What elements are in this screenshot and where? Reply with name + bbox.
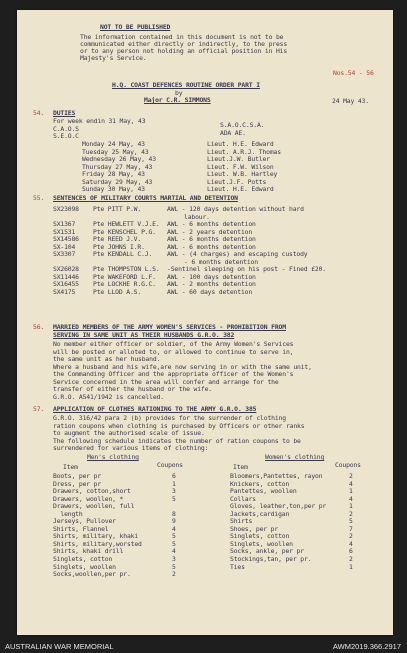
footer-accession-number: AWM2019.366.2917 [332,642,401,651]
clothing-item: Jackets,cardigan [230,509,290,518]
duty-label-caos: C.A.O.S [53,125,79,133]
mens-clothing-items [53,473,142,579]
section-57-number: 57. [33,405,45,413]
duty-officer: Lieut. H.E. Edward [207,140,274,148]
clothing-item: Shirts, military,worsted [53,539,142,548]
clothing-item: Stockings,tan, per pr. [230,555,312,564]
body-line: No member either officer or soldier, of the Army Women's Services [53,340,294,348]
clothing-item: Drawers, woollen, full [53,502,135,511]
clothing-item: Singlets, cotton [230,532,290,541]
document-page [17,10,393,635]
coupon-count: 9 [172,517,176,526]
order-date: 24 May 43. [332,97,369,105]
womens-item-header: Item [233,463,248,471]
womens-clothing-coupons [349,473,353,571]
by-line: by [175,89,183,97]
body-line: G.R.O. 316/42 para 2 (b) provides for the surrender of clothing [53,414,286,422]
body-line: G.R.O. A541/1942 is cancelled. [53,392,164,401]
soldier-number: SX11446 [53,272,79,281]
coupon-count: 5 [172,562,176,571]
clothing-item: Bloomers,Pantettes, rayon [230,472,323,480]
soldier-name: Pte HEWLETT V.J.E. [93,220,160,229]
duty-day: Saturday 29 May, 43 [82,177,153,186]
soldier-name: Pte LLOD A.S. [93,288,142,297]
duty-day: Wednesday 26 May, 43 [82,155,156,164]
soldier-name: Pte WAKEFORD L.F. [93,272,156,281]
archive-footer [0,640,407,653]
duty-day: Friday 28 May, 43 [82,170,145,179]
coupon-count: 4 [349,479,353,488]
duty-day: Thursday 27 May, 43 [82,162,153,171]
clothing-item: Shoes, per pr [230,524,279,533]
coupon-count: 1 [172,479,176,488]
clothing-item: Singlets, woollen [53,562,116,571]
clothing-item: Shirts, Flannel [53,524,109,533]
clothing-item: Collars [230,494,256,503]
clothing-item: Socks,woollen,per pr. [53,570,131,579]
soldier-number: SX4175 [53,288,76,297]
soldier-name: Pte JOHNS I.R. [93,242,145,251]
section-55-number: 55. [33,194,45,202]
order-title: H.Q. COAST DEFENCES ROUTINE ORDER PART I [112,81,260,89]
coupon-count: 5 [172,539,176,548]
soldier-number: SX14586 [53,235,79,244]
sentence-text: labour. [184,212,210,221]
coupon-count: 5 [349,517,353,526]
duty-day: Sunday 30 May, 43 [82,185,145,194]
coupon-count: 6 [349,547,353,556]
womens-coupons-header: Coupons [335,461,361,469]
clothing-item: Pantettes, woollen [230,487,297,496]
section-56-number: 56. [33,323,45,331]
section-56-heading-1: MARRIED MEMBERS OF THE ARMY WOMEN'S SERVICES - PROHIBITION FROM [53,323,286,331]
body-line: the Commanding Officer and the appropriate officer of the Women's [53,370,294,379]
body-line: the same unit as her husband. [53,355,161,364]
clothing-item: Jerseys, Pullover [53,517,116,526]
coupon-count: 3 [172,555,176,564]
duty-officer: Lieut.J.F. Potts [207,177,267,186]
body-line: to augment the authorised scale of issue. [53,429,205,438]
duty-days [82,141,156,194]
order-number: Nos.54 - 56 [333,69,374,77]
author: Major C.R. SIMMONS [144,96,211,104]
coupon-count: 3 [172,487,176,496]
footer-institution: AUSTRALIAN WAR MEMORIAL [5,642,114,651]
sentence-names [93,206,160,297]
mens-clothing-title: Men's clothing [87,453,139,461]
body-line: Service concerned in the area will confer and arrange for the [53,377,279,386]
soldier-number: SX23098 [53,205,79,213]
sentence-text: AWL - 6 months detention [167,220,256,229]
sentence-text: AWL - 2 months detention [167,280,256,289]
duty-officer: Lieut. W.B. Hartley [207,170,278,179]
soldier-name: Pte PITT P.W. [93,205,142,213]
clothing-item: Singlets, cotton [53,555,113,564]
body-line: surrendered for various items of clothing: [53,444,209,453]
coupon-count: 7 [349,524,353,533]
section-56-heading-2: SERVING IN SAME UNIT AS THEIR HUSBANDS G.R.O. 382 [53,331,235,339]
coupon-count: 4 [172,524,176,533]
soldier-number: SX-104 [53,242,76,251]
section-57-heading: APPLICATION OF CLOTHES RATIONING TO THE ARMY G.R.O. 385 [53,405,257,413]
duty-officer: Lieut. F.W. Wilson [207,162,274,171]
soldier-number: SX26028 [53,265,79,274]
soldier-name: Pte KENDALL C.J. [93,250,153,259]
notice-line-2: communicated either directly or indirectly, to the press [80,40,288,48]
notice-line-4: Majesty's Service. [80,54,147,62]
clothing-item: Ties [230,562,245,571]
soldier-name: Pte KENSCHEL P.G. [93,227,156,236]
clothing-item: Knickers, cotton [230,479,290,488]
duty-right-header-1: S.A.O.C.S.A. [220,121,265,129]
soldier-number: SX1367 [53,220,76,229]
coupon-count: 6 [172,472,176,480]
sentence-numbers [53,206,79,297]
clothing-item: Singlets, woollen [230,539,293,548]
body-line: will be posted or alloted to, or allowed to continue to serve in, [53,347,294,356]
womens-clothing-title: Women's clothing [265,453,325,461]
sentence-details [167,206,326,297]
soldier-number: SX3307 [53,250,76,259]
clothing-item: Socks, ankle, per pr [230,547,304,556]
soldier-name: Pte REED J.V. [93,235,142,244]
section-56-body [53,341,312,401]
clothing-item: Drawers, cotton,short [53,487,131,496]
womens-clothing-items [230,473,326,571]
mens-item-header: Item [63,463,78,471]
duty-officer: Lieut. H.E. Edward [207,185,274,194]
coupon-count: 2 [349,532,353,541]
coupon-count: 2 [172,570,176,579]
duty-officers [207,141,281,194]
section-54-heading: DUTIES [53,109,76,117]
clothing-item: length [53,509,83,518]
section-54-number: 54. [33,109,45,117]
coupon-count: 1 [349,562,353,571]
coupon-count: 2 [349,555,353,564]
coupon-count: 4 [172,547,176,556]
notice-line-1: The information contained in this document is not to be [80,33,284,41]
duty-right-header-2: ADA AE. [220,129,246,137]
sentence-text: -Sentinel sleeping on his post - Fined £20. [167,265,326,274]
sentence-text: AWL - 120 days detention without hard [167,205,304,213]
body-line: The following schedule indicates the number of ration coupons to be [53,436,301,445]
soldier-name: Pte THOMPSTON L.S. [93,265,160,274]
sentence-text: AWL - (4 charges) and escaping custody [167,250,308,259]
clothing-item: Shirts [230,517,253,526]
section-55-heading: SENTENCES OF MILITARY COURTS MARTIAL AND DETENTION [53,194,238,202]
coupon-count: 1 [349,487,353,496]
duty-officer: Lieut. A.R.J. Thomas [207,147,281,156]
clothing-item: Boots, per pr [53,472,102,480]
coupon-count: 4 [349,539,353,548]
sentence-text: - 6 months detention [184,257,258,266]
sentence-text: AWL - 100 days detention [167,272,256,281]
coupon-count: 5 [172,532,176,541]
body-line: ration coupons when clothing is purchased by Officers or other ranks [53,421,305,430]
duty-day: Tuesday 25 May, 43 [82,147,149,156]
coupon-count: 2 [349,472,353,480]
sentence-text: AWL - 6 months detention [167,235,256,244]
body-line: transfer of either the husband or the wife. [53,385,212,394]
mens-coupons-header: Coupons [157,461,183,469]
soldier-name: Pte LOCKHE R.G.C. [93,280,156,289]
mens-clothing-coupons [172,473,176,579]
duty-day: Monday 24 May, 43 [82,140,145,148]
coupon-count: 5 [172,494,176,503]
clothing-item: Dress, per pr [53,479,102,488]
clothing-item: Drawers, woollen, * [53,494,124,503]
coupon-count: 1 [349,502,353,511]
sentence-text: AWL - 60 days detention [167,288,253,297]
classification-heading: NOT TO BE PUBLISHED [100,23,171,31]
coupon-count: 8 [172,509,176,518]
clothing-item: Shirts, military, khaki [53,532,139,541]
duty-officer: Lieut.J.W. Butler [207,155,270,164]
clothing-item: Shirts, khaki drill [53,547,124,556]
sentence-text: AWL - 2 years detention [167,227,253,236]
section-57-body [53,415,304,453]
coupon-count: 2 [349,509,353,518]
duty-label-seoc: S.E.O.C [53,132,79,140]
soldier-number: SX16455 [53,280,79,289]
coupon-count: 4 [349,494,353,503]
notice-line-3: or to any person not holding an official position in His [80,47,288,55]
clothing-item: Gloves, leather,ton,per pr [230,502,327,511]
week-ending: For week endin 31 May, 43 [53,117,146,125]
body-line: Where a husband and his wife,are now serving in or with the same unit, [53,362,312,371]
soldier-number: SX1531 [53,227,76,236]
sentence-text: AWL - 6 months detention [167,242,256,251]
